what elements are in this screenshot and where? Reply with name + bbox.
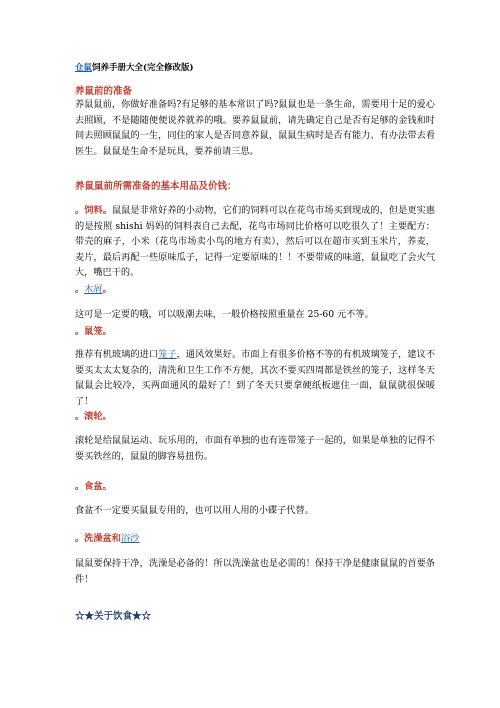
item-wood-body: 这可是一定要的哦，可以吸潮去味，一般价格按照重量在 25-60 元不等。 (75, 309, 374, 320)
item-cage-heading (75, 324, 435, 340)
item-bowl-heading (75, 479, 435, 495)
section-heading-preparation: 养鼠前的准备 (75, 86, 133, 97)
item-food (75, 203, 435, 281)
item-wheel-heading (75, 409, 435, 425)
document-title (75, 61, 435, 73)
cage-body-post: ，通风效果好。市面上有很多价格不等的有机玻璃笼子，建议不要买太太太复杂的，清洗和卫生工作不方便，其次不要买四周都是铁丝的笼子，这样冬天鼠鼠会比较冷，买两面通风的最好了！到了冬天只要拿硬纸板遮住一面，鼠鼠就很保暖了！ (75, 349, 436, 407)
section-body-preparation: 养鼠鼠前，你做好准备吗?有足够的基本常识了吗?鼠鼠也是一条生命，需要用十足的爱心去照顾，不是随随便便说养就养的哦。要养鼠鼠前，请先确定自己是否有足够的金钱和时间去照顾鼠鼠的一生，同住的家人是否同意养鼠，鼠鼠生病时是否有能力、有办法带去看医生。鼠鼠是生命不是玩具，要养前请三思。 (75, 99, 435, 157)
bowl-bullet: 。食盆。 (75, 481, 112, 492)
food-bullet: 。饲料。 (75, 205, 112, 216)
title-link[interactable]: 仓鼠 (75, 63, 93, 73)
item-cage-body (75, 347, 435, 409)
cage-body-pre: 推荐有机玻璃的进口 (75, 349, 159, 360)
item-wood-heading (75, 282, 435, 298)
wheel-bullet: 。滚轮。 (75, 411, 112, 422)
bath-bullet: 。洗澡盆和 (75, 533, 121, 544)
wood-bullet-post: 。 (102, 284, 112, 295)
cage-bullet: 。鼠笼。 (75, 326, 112, 337)
bath-link[interactable]: 浴沙 (120, 533, 140, 544)
wood-link[interactable]: 木屑 (84, 284, 103, 295)
wood-bullet-pre: 。 (75, 284, 85, 295)
food-body: 鼠鼠是非常好养的小动物，它们的饲料可以在花鸟市场买到现成的，但是更实惠的是按照 shishi 妈妈的饲料表自己去配，花鸟市场同比价格可以吃很久了！主要配方：带壳的麻子，小米（花鸟市场卖小鸟的地方有卖），然后可以在超市买到玉米片，荞麦，麦片，最后再配一些原味瓜子，记得一定要原味的！！不要带咸的味道，鼠鼠吃了会火气大，嘴巴干的。 (75, 205, 436, 278)
item-bath-heading (75, 531, 435, 547)
section-heading-supplies: 养鼠鼠前所需准备的基本用品及价钱： (75, 181, 237, 192)
item-bowl-body: 食盆不一定要买鼠鼠专用的，也可以用人用的小碟子代替。 (75, 505, 314, 516)
item-wheel-body: 滚轮是给鼠鼠运动、玩乐用的，市面有单独的也有连带笼子一起的，如果是单独的记得不要买铁丝的，鼠鼠的脚容易扭伤。 (75, 435, 435, 462)
item-bath-body: 鼠鼠要保持干净，洗澡是必备的！所以洗澡盆也是必需的！保持干净是健康鼠鼠的首要条件！ (75, 558, 435, 585)
section-heading-diet: ☆★关于饮食★☆ (75, 611, 152, 622)
title-text: 饲养手册大全(完全修改版) (92, 63, 194, 73)
cage-link[interactable]: 笼子 (158, 349, 177, 360)
